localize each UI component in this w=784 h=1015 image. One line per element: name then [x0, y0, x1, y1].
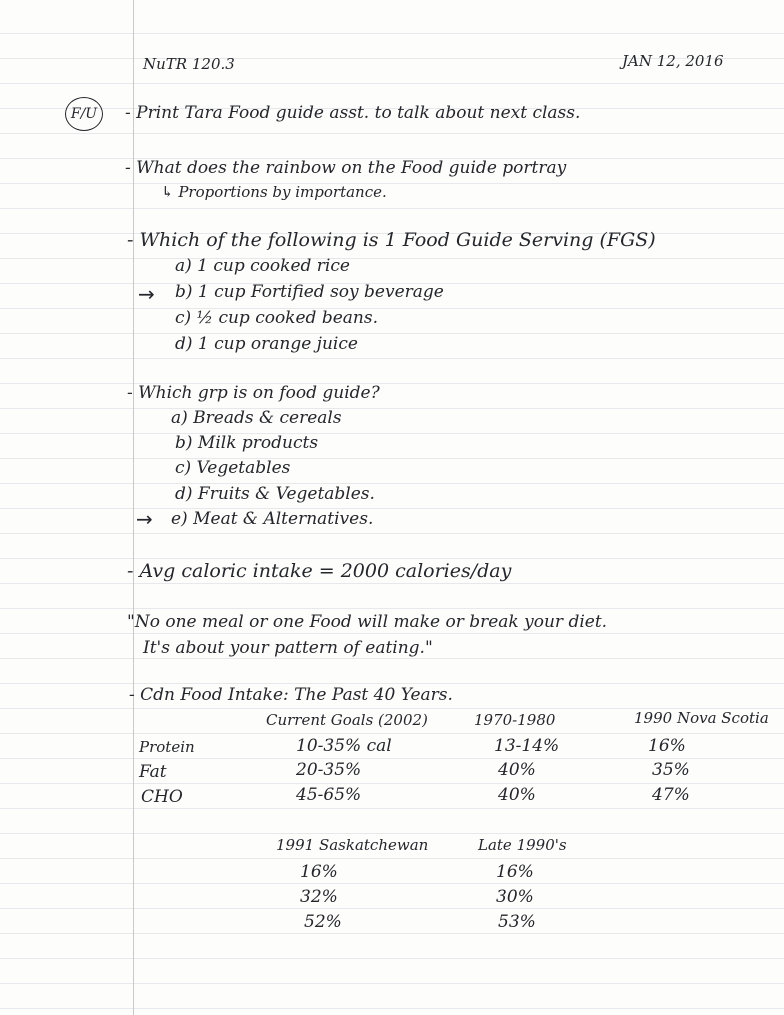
saskatchewan-protein: 16% — [300, 862, 338, 882]
serving-option-a: a) 1 cup cooked rice — [175, 256, 350, 276]
arrow-right-icon: → — [136, 507, 153, 531]
row-label-fat: Fat — [139, 762, 167, 782]
row-label-protein: Protein — [139, 738, 195, 756]
fat-1990: 35% — [652, 760, 690, 780]
col-header-1990-nova-scotia: 1990 Nova Scotia — [634, 709, 769, 727]
cho-current-goals: 45-65% — [296, 785, 362, 805]
group-option-a: a) Breads & cereals — [171, 408, 342, 428]
question-rainbow: - What does the rainbow on the Food guide portray — [125, 158, 567, 178]
intake-title: - Cdn Food Intake: The Past 40 Years. — [129, 685, 453, 705]
late-1990s-fat: 30% — [496, 887, 534, 907]
course-code: NuTR 120.3 — [143, 55, 235, 73]
cho-1970-1980: 40% — [498, 785, 536, 805]
late-1990s-cho: 53% — [498, 912, 536, 932]
cho-1990: 47% — [652, 785, 690, 805]
saskatchewan-cho: 52% — [304, 912, 342, 932]
answer-rainbow: ↳ Proportions by importance. — [161, 183, 387, 201]
protein-current-goals: 10-35% cal — [296, 736, 392, 756]
col-header-1970-1980: 1970-1980 — [474, 711, 556, 729]
fat-1970-1980: 40% — [498, 760, 536, 780]
margin-line — [133, 0, 134, 1015]
protein-1970-1980: 13-14% — [494, 736, 560, 756]
follow-up-mark — [65, 97, 103, 131]
question-food-group: - Which grp is on food guide? — [127, 383, 380, 403]
group-option-e: e) Meat & Alternatives. — [171, 509, 374, 529]
quote-line-1: "No one meal or one Food will make or break your diet. — [127, 612, 608, 632]
serving-option-b: b) 1 cup Fortified soy beverage — [175, 282, 444, 302]
fat-current-goals: 20-35% — [296, 760, 362, 780]
quote-line-2: It's about your pattern of eating." — [143, 638, 433, 658]
col-header-1991-saskatchewan: 1991 Saskatchewan — [276, 836, 429, 854]
col-header-current-goals: Current Goals (2002) — [266, 711, 428, 729]
serving-option-d: d) 1 cup orange juice — [175, 334, 358, 354]
group-option-b: b) Milk products — [175, 433, 319, 453]
group-option-c: c) Vegetables — [175, 458, 291, 478]
follow-up-label: F/U — [70, 106, 98, 122]
question-serving: - Which of the following is 1 Food Guide Serving (FGS) — [127, 229, 656, 251]
late-1990s-protein: 16% — [496, 862, 534, 882]
row-label-cho: CHO — [141, 787, 183, 807]
protein-1990: 16% — [648, 736, 686, 756]
calorie-intake-note: - Avg caloric intake = 2000 calories/day — [127, 560, 512, 582]
col-header-late-1990s: Late 1990's — [478, 836, 567, 854]
saskatchewan-fat: 32% — [300, 887, 338, 907]
arrow-right-icon: → — [138, 282, 155, 306]
note-print-guide: - Print Tara Food guide asst. to talk about next class. — [125, 103, 581, 123]
note-date: JAN 12, 2016 — [622, 52, 724, 70]
serving-option-c: c) ½ cup cooked beans. — [175, 308, 378, 328]
group-option-d: d) Fruits & Vegetables. — [175, 484, 375, 504]
